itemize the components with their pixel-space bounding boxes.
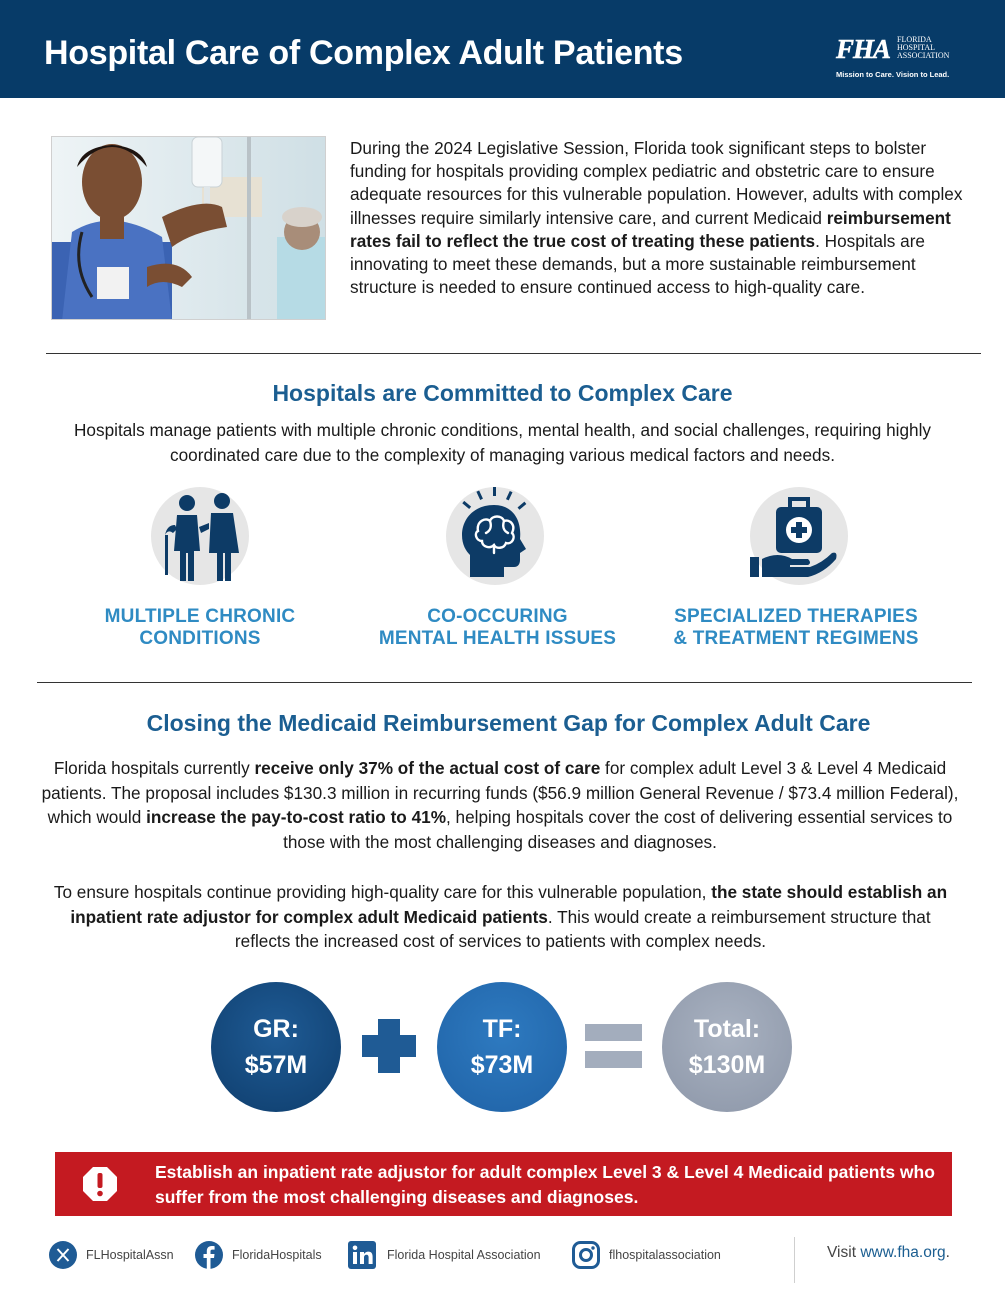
gap-paragraph-2: To ensure hospitals continue providing high-quality care for this vulnerable population, the state should establish an inpatient rate adjustor for complex adult Medicaid patients. This would create a reimbursement structure that reflects the increased cost of services to patients with complex needs. — [53, 882, 948, 951]
logo-tagline: Mission to Care. Vision to Lead. — [836, 70, 950, 79]
label-chronic-conditions: MULTIPLE CHRONIC CONDITIONS — [104, 606, 296, 649]
footer-linkedin[interactable]: Florida Hospital Association — [346, 1240, 541, 1270]
footer-instagram[interactable]: flhospitalassociation — [572, 1240, 721, 1270]
equals-icon — [585, 1024, 642, 1041]
brain-head-icon — [446, 487, 544, 585]
instagram-icon — [572, 1241, 600, 1269]
committed-heading: Hospitals are Committed to Complex Care — [272, 380, 733, 406]
footer-facebook[interactable]: FloridaHospitals — [195, 1240, 322, 1270]
logo-mark: FHA — [836, 34, 891, 64]
x-icon — [49, 1241, 77, 1269]
website-link[interactable]: www.fha.org — [860, 1244, 946, 1261]
label-specialized-therapies: SPECIALIZED THERAPIES & TREATMENT REGIMENS — [673, 606, 919, 649]
page-title: Hospital Care of Complex Adult Patients — [44, 34, 683, 72]
logo-org-name: FLORIDA HOSPITAL ASSOCIATION — [897, 35, 950, 60]
equals-icon-bar — [585, 1051, 642, 1068]
tf-bubble: TF: $73M — [437, 982, 567, 1112]
facebook-icon — [195, 1241, 223, 1269]
alert-text: Establish an inpatient rate adjustor for adult complex Level 3 & Level 4 Medicaid patients who suffer from the most challenging diseases and diagnoses. — [155, 1162, 935, 1207]
footer-divider — [794, 1237, 795, 1283]
footer-x[interactable]: FLHospitalAssn — [49, 1240, 174, 1270]
section-divider — [46, 353, 981, 354]
medical-kit-hand-icon — [750, 487, 848, 585]
linkedin-icon — [346, 1241, 378, 1269]
gap-heading: Closing the Medicaid Reimbursement Gap for Complex Adult Care — [146, 710, 871, 736]
gr-bubble: GR: $57M — [211, 982, 341, 1112]
alert-icon — [82, 1166, 118, 1202]
gap-paragraph-1: Florida hospitals currently receive only 37% of the actual cost of care for complex adult Level 3 & Level 4 Medicaid patients. The proposal includes $130.3 million in recurring funds ($56.9 million General Revenue / $73.4 million Federal), which would increase the pay-to-cost ratio to 41%, helping hospitals cover the cost of delivering essential services to those with the most challenging diseases and diagnoses. — [41, 758, 959, 852]
intro-paragraph: During the 2024 Legislative Session, Florida took significant steps to bolster funding for hospitals providing complex pediatric and obstetric care to ensure adequate resources for this vulnerable population. However, adults with complex illnesses require similarly intensive care, and current Medicaid reimbursement rates fail to reflect the true cost of treating these patients. Hospitals are innovating to meet these demands, but a more sustainable reimbursement structure is needed to ensure continued access to high-quality care. — [350, 138, 963, 298]
committed-text: Hospitals manage patients with multiple chronic conditions, mental health, and social challenges, requiring highly coordinated care due to the complexity of managing various medical factors and needs. — [74, 420, 931, 465]
fha-logo[interactable] — [836, 34, 966, 84]
nurse-photo — [51, 136, 326, 320]
section-divider — [37, 682, 972, 683]
page-header — [0, 0, 1005, 98]
plus-icon-bar — [362, 1035, 416, 1057]
total-bubble: Total: $130M — [662, 982, 792, 1112]
call-to-action-banner — [55, 1152, 952, 1216]
elderly-couple-icon — [151, 487, 249, 585]
label-mental-health: CO-OCCURING MENTAL HEALTH ISSUES — [378, 606, 617, 649]
visit-website: Visit www.fha.org. — [827, 1244, 950, 1261]
